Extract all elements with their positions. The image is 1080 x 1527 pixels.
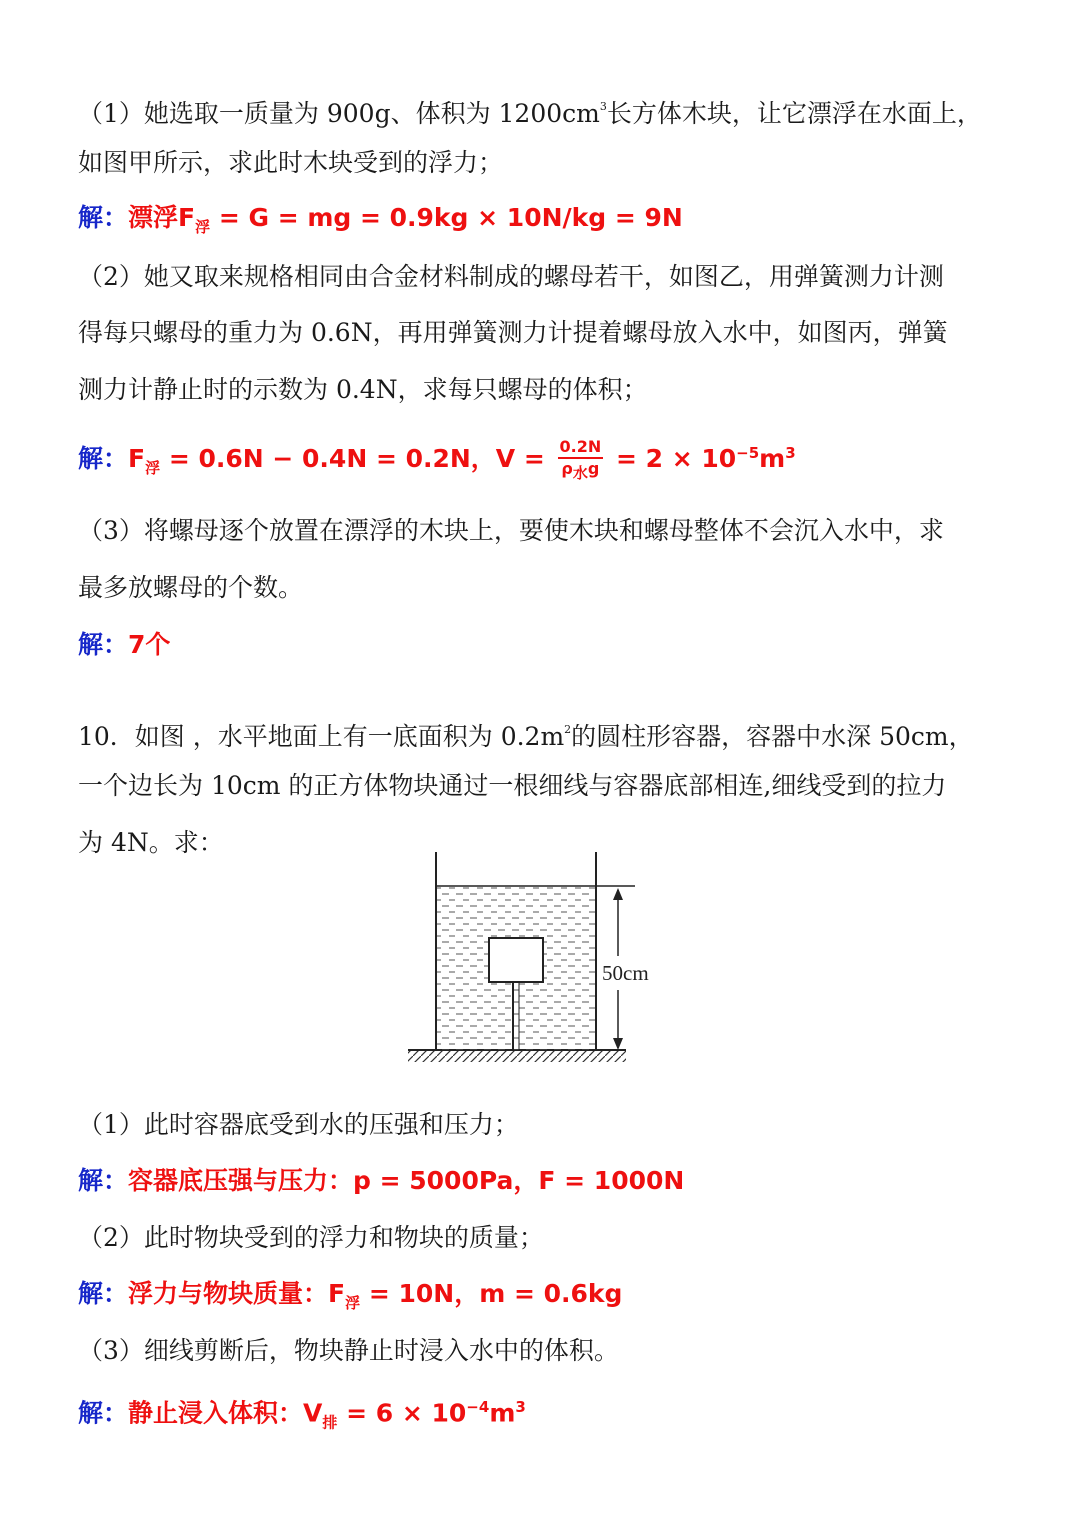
answer-label: 解： (78, 444, 129, 474)
q10-part1-text: （1）此时容器底受到水的压强和压力； (78, 1110, 519, 1139)
arrowhead-down (613, 1038, 623, 1050)
fraction: $\frac{0.2N}{\rho_水g}$ (559, 437, 602, 483)
answer-label: 解： (78, 630, 129, 659)
q9-answer-1: 解：漂浮$F_浮 = G$ = mg = 0.9kg × 10N/kg = 9N (78, 203, 683, 236)
answer-label: 解： (78, 1279, 129, 1308)
q9-answer-2: 解：$F_浮 = 0.6N - 0.4N = 0.2N$，V = $\frac{0.2N}{\rho_水g}$ = $2 \times 10^{-5}m^3$ (78, 437, 796, 483)
q9-part3-text-line2: 最多放螺母的个数。 (78, 573, 304, 602)
answer-label: 解： (78, 1398, 129, 1428)
q10-part2-text: （2）此时物块受到的浮力和物块的质量； (78, 1223, 544, 1252)
q9-part2-text-line3: 测力计静止时的示数为 0.4N，求每只螺母的体积； (78, 375, 648, 404)
depth-label: 50cm (602, 961, 649, 985)
container-figure (405, 848, 649, 1073)
q9-answer-3: 解：7个 (78, 630, 171, 659)
cube-block (489, 938, 543, 982)
answer-label: 解： (78, 203, 129, 232)
q10-answer-1: 解：容器底压强与压力：p = 5000Pa，F = 1000N (78, 1166, 685, 1195)
answer-label: 解： (78, 1166, 129, 1195)
q9-part1-text-line1: （1）她选取一质量为 900g、体积为 $1200cm^3$长方体木块，让它漂浮在水面上， (78, 99, 982, 128)
arrowhead-up (613, 888, 623, 900)
q10-text-line2: 一个边长为 10cm 的正方体物块通过一根细线与容器底部相连,细线受到的拉力 (78, 771, 947, 800)
q10-answer-3: 解：静止浸入体积：$V_排 = 6 \times 10^{-4}m^3$ (78, 1398, 526, 1432)
ground-hatch (408, 1050, 626, 1062)
q10-text-line1: 10．如图 ，水平地面上有一底面积为 $0.2m^2$的圆柱形容器，容器中水深 50cm， (78, 722, 974, 751)
q10-text-line3: 为 4N。求： (78, 828, 224, 857)
q9-part2-text-line1: （2）她又取来规格相同由合金材料制成的螺母若干，如图乙，用弹簧测力计测 (78, 262, 944, 291)
q10-part3-text: （3）细线剪断后，物块静止时浸入水中的体积。 (78, 1336, 619, 1365)
q10-answer-2: 解：浮力与物块质量：$F_浮 = 10N$，m = 0.6kg (78, 1279, 623, 1312)
q9-part1-text-line2: 如图甲所示，求此时木块受到的浮力； (78, 148, 504, 177)
q9-part3-text-line1: （3）将螺母逐个放置在漂浮的木块上，要使木块和螺母整体不会沉入水中，求 (78, 516, 944, 545)
q9-part2-text-line2: 得每只螺母的重力为 0.6N，再用弹簧测力计提着螺母放入水中，如图丙，弹簧 (78, 318, 948, 347)
